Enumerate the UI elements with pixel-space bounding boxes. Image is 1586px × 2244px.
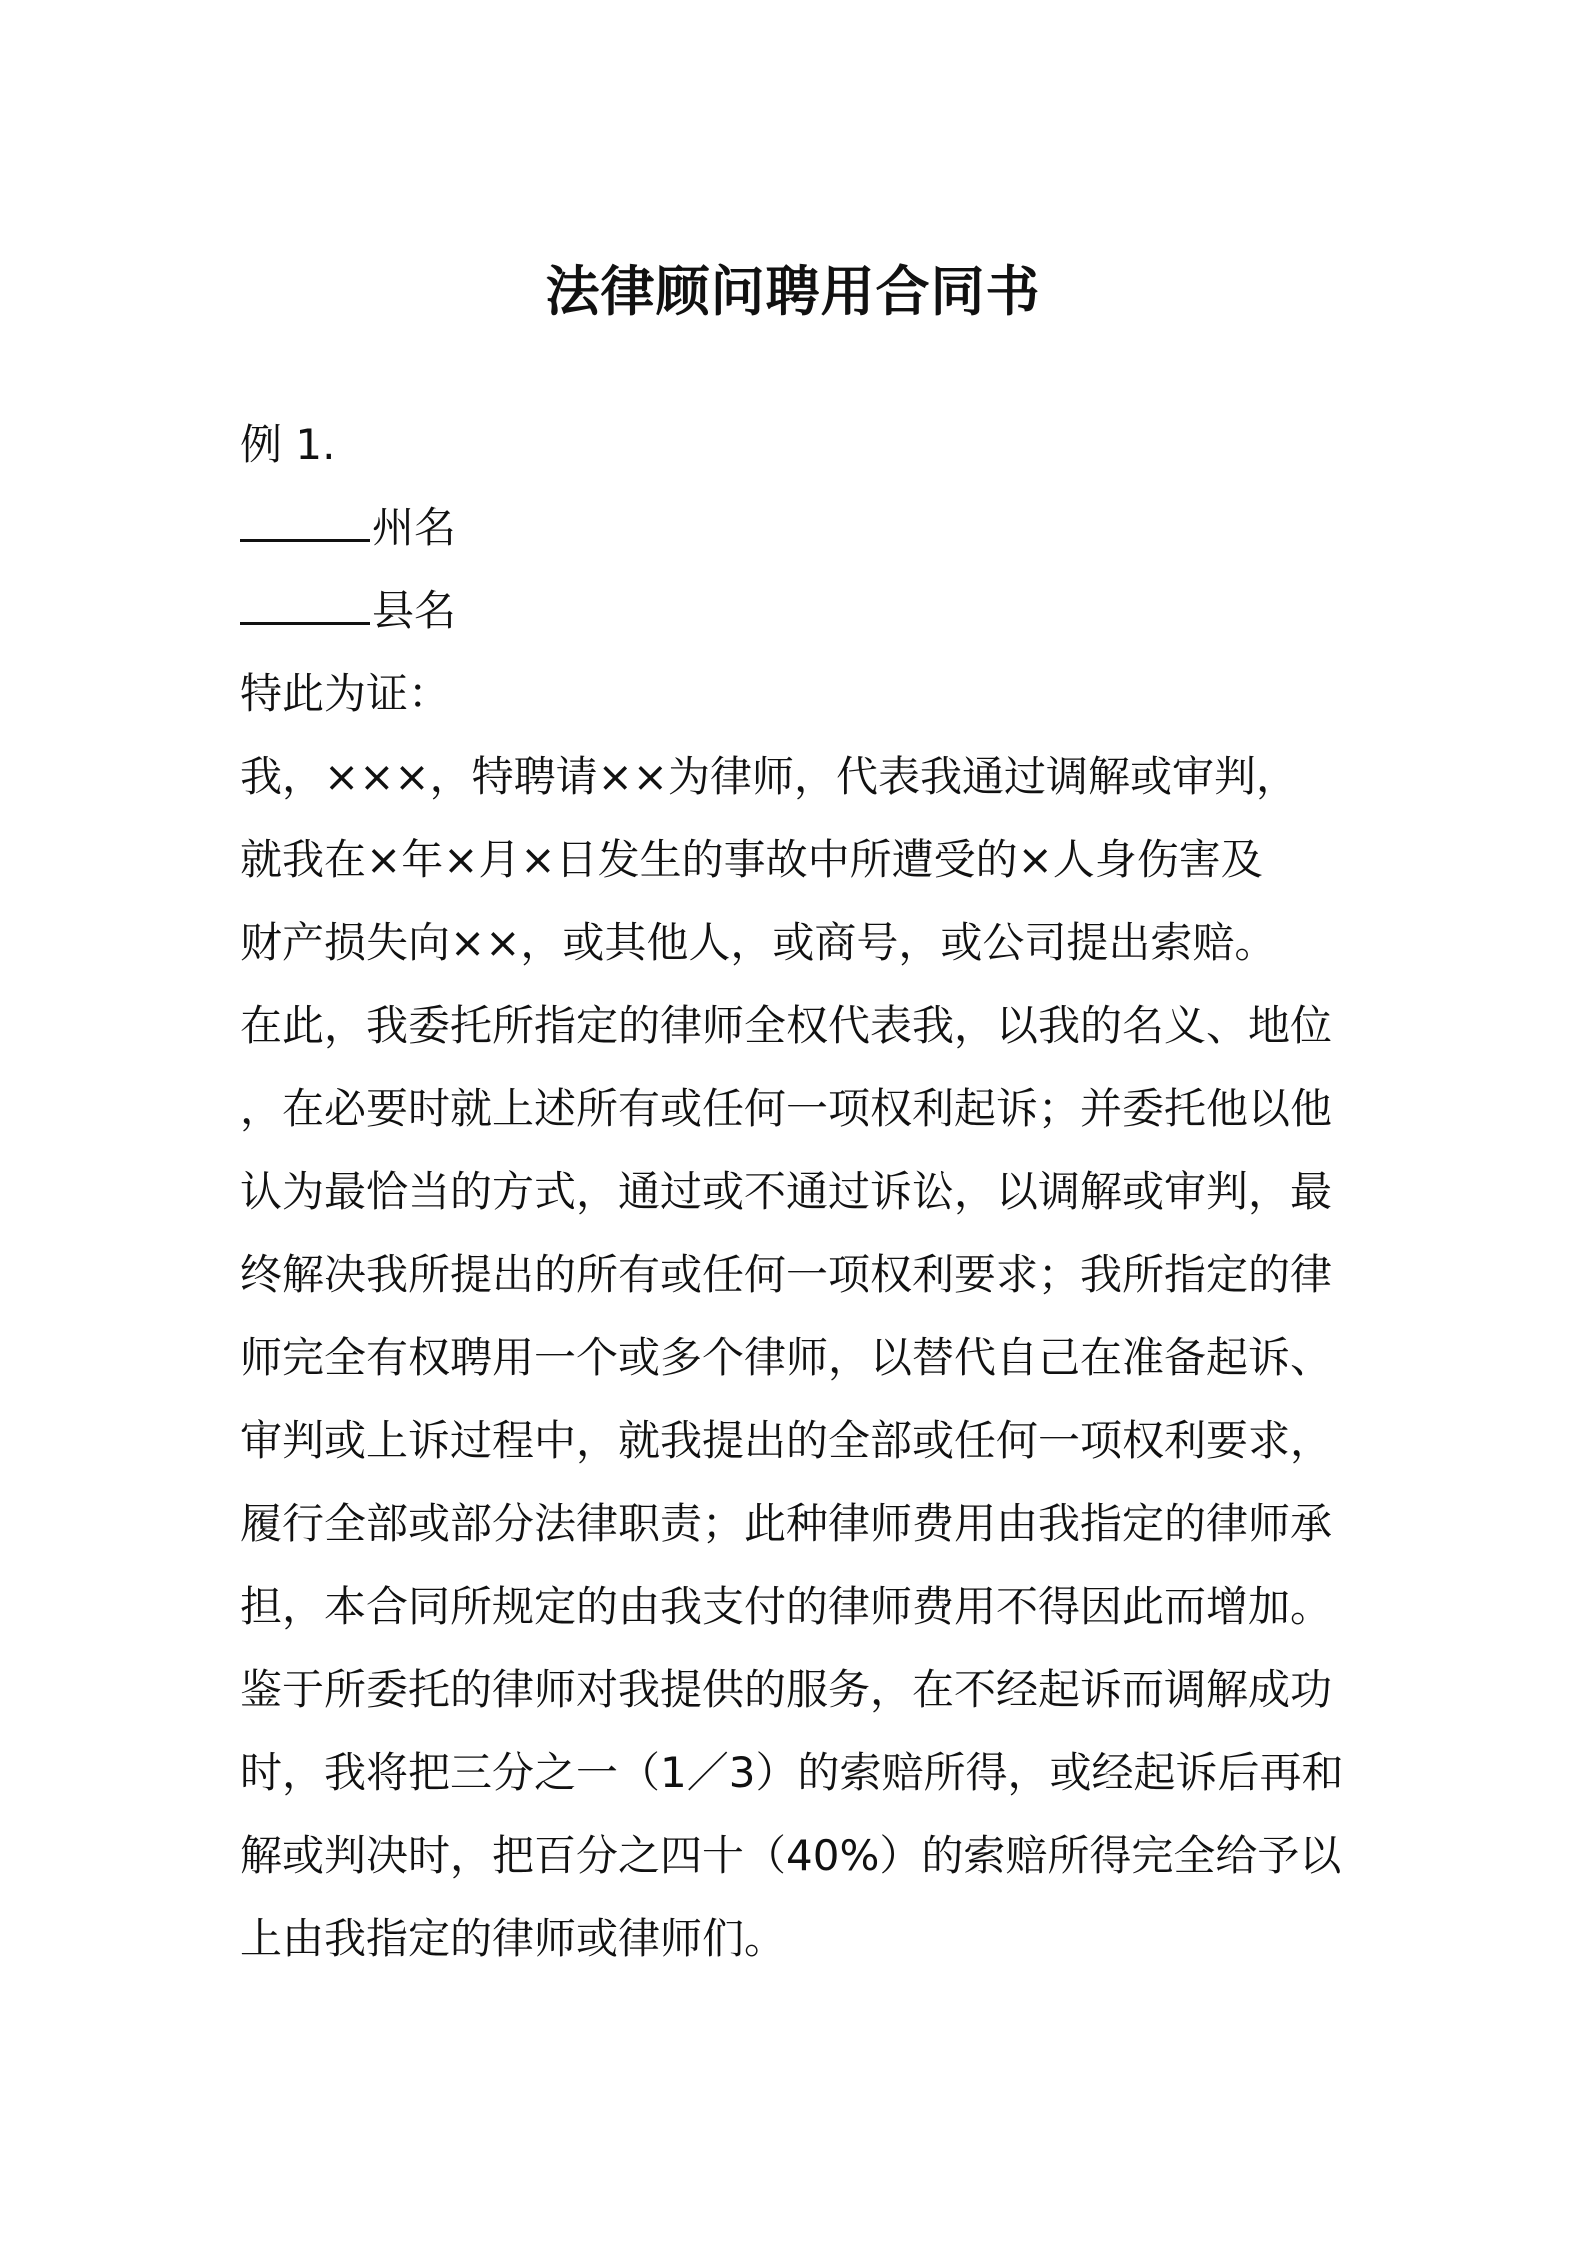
example-label: 例 1. xyxy=(240,420,336,469)
paragraph-line: 认为最恰当的方式，通过或不通过诉讼，以调解或审判，最 xyxy=(240,1167,1333,1216)
paragraph-line: 在此，我委托所指定的律师全权代表我，以我的名义、地位 xyxy=(240,1001,1333,1050)
paragraph-line: 就我在×年×月×日发生的事故中所遭受的×人身伤害及 xyxy=(240,835,1263,884)
paragraph-line: 财产损失向××，或其他人，或商号，或公司提出索赔。 xyxy=(240,918,1277,967)
document-title: 法律顾问聘用合同书 xyxy=(545,260,1041,323)
state-field-label: 州名 xyxy=(372,503,457,552)
paragraph-line: 终解决我所提出的所有或任何一项权利要求；我所指定的律 xyxy=(240,1250,1333,1299)
paragraph-line: ，在必要时就上述所有或任何一项权利起诉；并委托他以他 xyxy=(240,1084,1333,1133)
paragraph-line: 履行全部或部分法律职责；此种律师费用由我指定的律师承 xyxy=(240,1499,1333,1548)
paragraph-line: 解或判决时，把百分之四十（40%）的索赔所得完全给予以 xyxy=(240,1831,1342,1880)
paragraph-line: 鉴于所委托的律师对我提供的服务，在不经起诉而调解成功 xyxy=(240,1665,1333,1714)
paragraph-line: 担，本合同所规定的由我支付的律师费用不得因此而增加。 xyxy=(240,1582,1333,1631)
document-body xyxy=(240,403,1360,1980)
county-field xyxy=(240,569,1360,652)
county-field-label: 县名 xyxy=(372,586,457,635)
county-blank-line xyxy=(240,582,370,625)
attestation-line: 特此为证： xyxy=(240,669,451,718)
paragraph-line: 师完全有权聘用一个或多个律师，以替代自己在准备起诉、 xyxy=(240,1333,1333,1382)
paragraph-line: 上由我指定的律师或律师们。 xyxy=(240,1914,787,1963)
paragraph-line: 时，我将把三分之一（1／3）的索赔所得，或经起诉后再和 xyxy=(240,1748,1344,1797)
state-blank-line xyxy=(240,499,370,542)
paragraph-line: 审判或上诉过程中，就我提出的全部或任何一项权利要求， xyxy=(240,1416,1333,1465)
paragraph-line: 我，×××，特聘请××为律师，代表我通过调解或审判， xyxy=(240,752,1298,801)
state-field xyxy=(240,486,1360,569)
